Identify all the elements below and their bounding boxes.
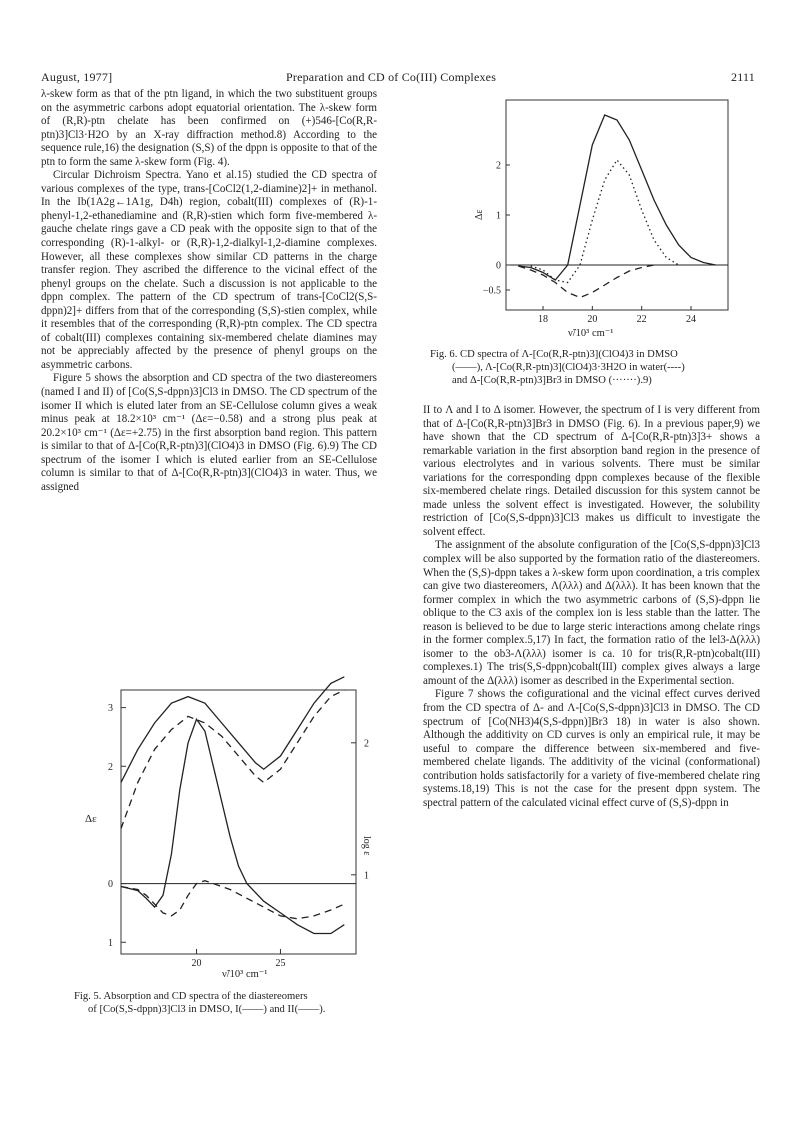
paragraph: The assignment of the absolute configuration of the [Co(S,S-dppn)3]Cl3 complex will be also supported by the formation ratio of the diastereomers. When the (S,S)-dppn takes a λ-skew form upon coordination, a tris complex can give two diastereomers, Λ(λλλ) and Δ(λλλ). It has been known that the former complex in which the two asymmetric carbons of (S,S)-dppn lie oblique to the C3 axis of the complex ion is less stable than the latter. The reason is believed to be due to large steric interactions among chelate rings in the former complex.5,17) In fact, the formation ratio of the lel3-Δ(λλλ) isomer to the ob3-Λ(λλλ) isomer is ca. 10 for tris(R,R-ptn)cobalt(III) complexes.1) The tris(S,S-dppn)cobalt(III) complex gives always a large amount of the Δ(λλλ) isomer as described in the Experimental section. bbox=[423, 539, 760, 687]
series-line-2 bbox=[121, 677, 344, 783]
paragraph: II to Λ and I to Δ isomer. However, the spectrum of I is very different from that of Δ-[Co(R,R-ptn)3]Br3 in DMSO (Fig. 6). In a previous paper,9) we have shown that the CD spectrum of Δ-[Co(R,R-ptn)3]3+ shows a remarkable variation in the first absorption band region in the presence of various electrolytes and in various solvents. There must be similar variations for the corresponding dppn complexes because of the flexible six-membered chelate rings. Detailed discussion for this system cannot be made unless the solvent effect is investigated. However, the solubility restriction of [Co(S,S-dppn)3]Cl3 makes us difficult to investigate the solvent effect. bbox=[423, 404, 760, 538]
fig6-ytick: 2 bbox=[496, 160, 501, 172]
fig6-xtick: 18 bbox=[538, 314, 548, 325]
series-line-2 bbox=[531, 160, 679, 283]
figure-6-chart bbox=[470, 100, 750, 340]
fig5-ylabel-left: Δε bbox=[85, 813, 97, 825]
fig5-ytick-right: 1 bbox=[364, 870, 369, 882]
left-column bbox=[41, 88, 377, 664]
series-line-0 bbox=[121, 719, 344, 933]
fig5-ytick-right: 2 bbox=[364, 738, 369, 750]
fig5-caption bbox=[74, 990, 374, 1016]
series-line-1 bbox=[121, 881, 344, 919]
fig5-ytick-left: 3 bbox=[108, 703, 113, 715]
figure-5-chart bbox=[80, 690, 370, 980]
series-line-0 bbox=[518, 115, 715, 280]
fig5-ytick-left: 0 bbox=[108, 879, 113, 891]
fig5-xtick: 20 bbox=[191, 958, 202, 969]
fig5-ytick-left: 2 bbox=[108, 761, 113, 773]
right-column bbox=[423, 404, 760, 1094]
series-line-3 bbox=[121, 690, 344, 829]
fig6-ytick: 0 bbox=[496, 260, 501, 272]
fig6-caption-line2: (——), Λ-[Co(R,R-ptn)3](ClO4)3·3H2O in water(----) bbox=[452, 362, 685, 374]
fig5-ytick-left: 1 bbox=[108, 937, 113, 949]
fig6-caption-line1: Fig. 6. CD spectra of Λ-[Co(R,R-ptn)3](ClO4)3 in DMSO bbox=[430, 349, 678, 360]
paragraph: Figure 5 shows the absorption and CD spectra of the two diastereomers (named I and II) of [Co(S,S-dppn)3]Cl3 in DMSO. The CD spectrum of the isomer II which is eluted later from an SE-Cellulose column gives a weak minus peak at 18.2×10³ cm⁻¹ (Δε=−0.58) and a strong plus peak at 20.2×10³ cm⁻¹ (Δε=+2.75) in the first absorption band region. This pattern is similar to that of Δ-[Co(R,R-ptn)3](ClO4)3 in DMSO (Fig. 6).9) The CD spectrum of the isomer I which is eluted earlier from an SE-Cellulose column is similar to that of Δ-[Co(R,R-ptn)3](ClO4)3 in water. Thus, we assigned bbox=[41, 372, 377, 493]
fig5-caption-line1: Fig. 5. Absorption and CD spectra of the diastereomers bbox=[74, 991, 308, 1002]
series-line-1 bbox=[518, 265, 654, 298]
header-page: 2111 bbox=[731, 70, 755, 84]
fig6-ylabel: Δε bbox=[474, 209, 485, 220]
fig6-xtick: 22 bbox=[636, 314, 647, 325]
paragraph: Figure 7 shows the cofigurational and the vicinal effect curves derived from the CD spectra of Δ- and Λ-[Co(S,S-dppn)3]Cl3 in DMSO. The CD spectrum of [Co(NH3)4(S,S-dppn)]Br3 18) in water is also shown. Although the additivity on CD curves is only an empirical rule, it may be useful to compare the difference between six-membered and five-membered chelate ligands. The additivity of the vicinal (conformational) contribution holds satisfactorily for a variety of five-membered chelate ring systems.18,19) This is not the case for the present dppn system. The spectral pattern of the calculated vicinal effect curve of (S,S)-dppn in bbox=[423, 688, 760, 809]
paragraph: Circular Dichroism Spectra. Yano et al.15) studied the CD spectra of various complexes of the type, trans-[CoCl2(1,2-diamine)2]+ in methanol. In the Ib(1A2g←1A1g, D4h) region, cobalt(III) complexes of (R)-1-phenyl-1,2-ethanediamine and (R,R)-stien which form five-membered λ-gauche chelate rings gave a CD peak with the opposite sign to that of the corresponding (R)-1-alkyl- or (R,R)-1,2-dialkyl-1,2-diamine complexes. However, all these complexes show similar CD patterns in the charge transfer region. They ascribed the difference to the vicinal effect of the phenyl groups on the chelate. Such a discussion is not applicable to the dppn complex. The pattern of the CD spectrum of trans-[CoCl2(S,S-dppn)2]+ differs from that of the corresponding (S,S)-stien complex, while it resembles that of the corresponding (R,R)-ptn complex. The CD spectra of cobalt(III) complexes containing six-membered chelate diamines may not be appreciably affected by the presence of phenyl groups on the asymmetric carbons. bbox=[41, 169, 377, 371]
header-title: Preparation and CD of Co(III) Complexes bbox=[286, 70, 497, 84]
header-date: August, 1977] bbox=[41, 70, 113, 84]
fig6-xtick: 20 bbox=[587, 314, 598, 325]
fig5-caption-line2: of [Co(S,S-dppn)3]Cl3 in DMSO, I(——) and II(——). bbox=[88, 1004, 326, 1016]
fig6-caption-line3: and Δ-[Co(R,R-ptn)3]Br3 in DMSO (·······).9) bbox=[452, 375, 652, 387]
paragraph: λ-skew form as that of the ptn ligand, in which the two substituent groups on the asymmetric carbons adopt equatorial orientation. The λ-skew form of (R,R)-ptn chelate has been confirmed on (+)546-[Co(R,R-ptn)3]Cl3·H2O by an X-ray diffraction method.8) According to the sequence rule,16) the designation (S,S) of the dppn is opposite to that of the ptn to form the same λ-skew form (Fig. 4). bbox=[41, 88, 377, 168]
fig5-xlabel: ν̃/10³ cm⁻¹ bbox=[222, 969, 268, 980]
fig5-xtick: 25 bbox=[275, 958, 286, 969]
fig6-xlabel: ν̃/10³ cm⁻¹ bbox=[568, 328, 614, 339]
fig6-ytick: 1 bbox=[496, 210, 501, 222]
fig6-ytick: −0.5 bbox=[482, 285, 501, 297]
fig6-caption bbox=[430, 348, 750, 388]
fig6-xtick: 24 bbox=[686, 314, 696, 325]
fig5-ylabel-right: log ε bbox=[361, 836, 372, 856]
